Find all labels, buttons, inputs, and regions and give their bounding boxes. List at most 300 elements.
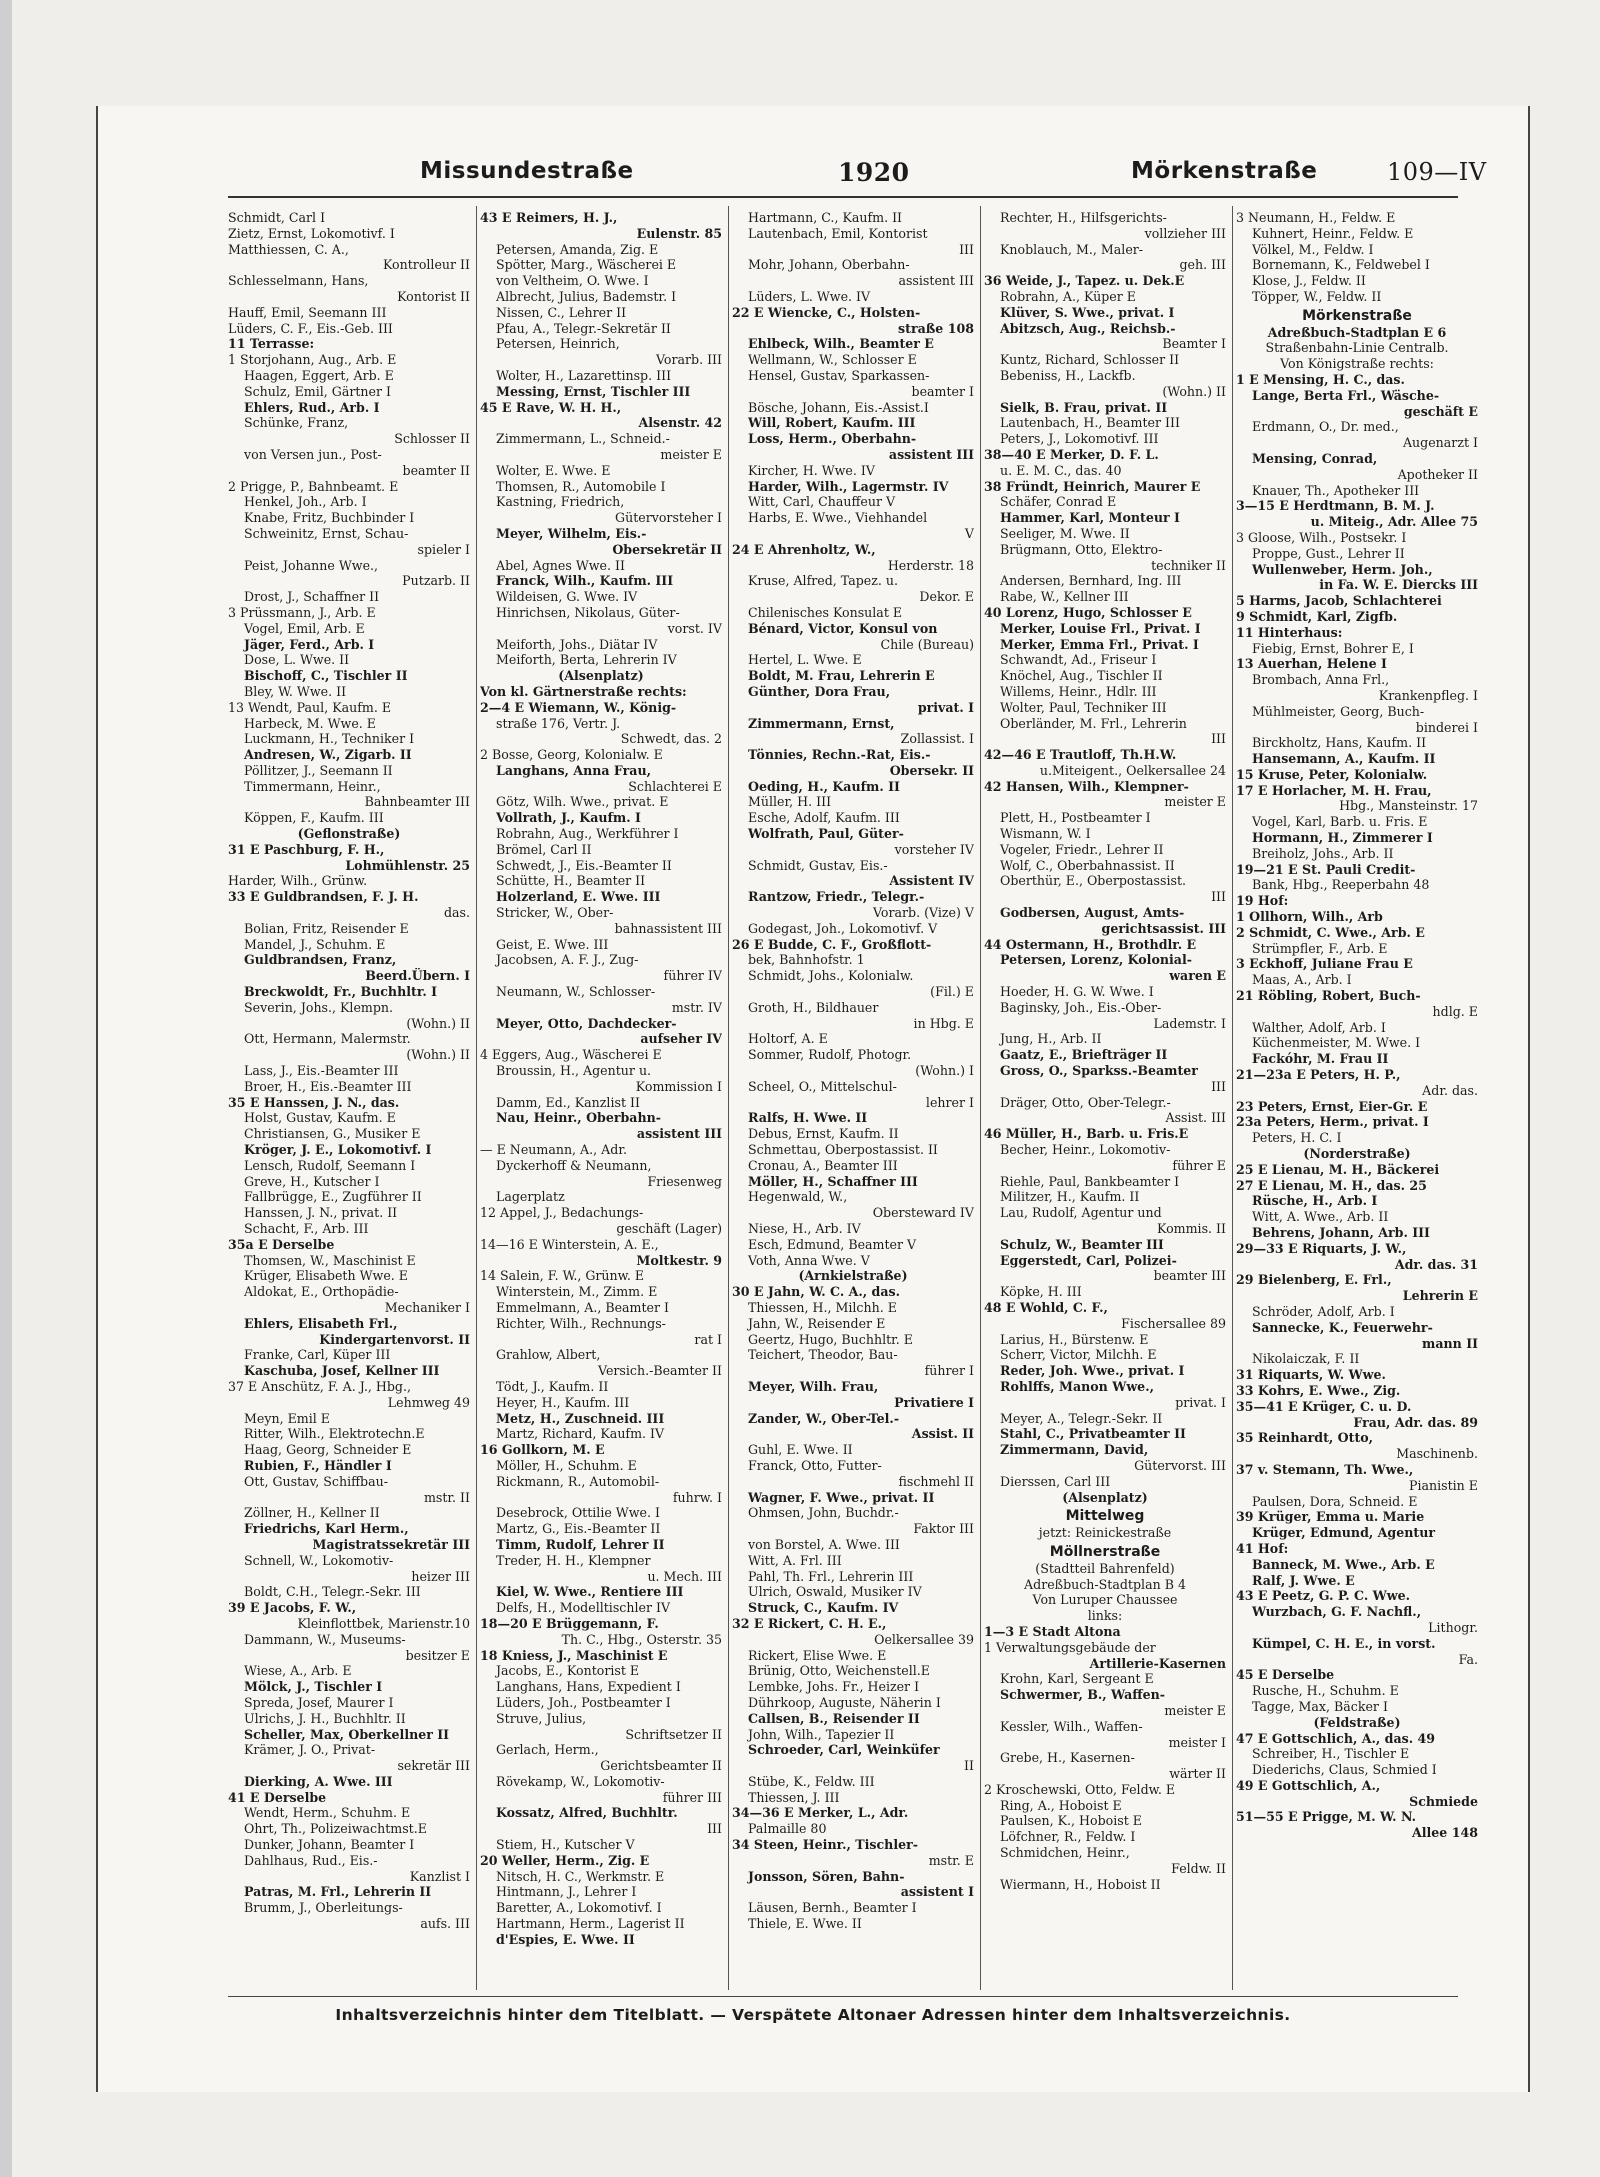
directory-entry: (Alsenplatz): [1062, 1489, 1148, 1505]
directory-entry: Mittelweg: [1065, 1509, 1145, 1525]
directory-entry: 3 Neumann, H., Feldw. E: [1236, 210, 1396, 225]
directory-entry: Martz, Richard, Kaufm. IV: [496, 1426, 665, 1442]
directory-entry: 14—16 E Winterstein, A. E.,: [480, 1236, 659, 1252]
column-divider: [1232, 206, 1233, 1990]
directory-entry: Knauer, Th., Apotheker III: [1252, 482, 1420, 498]
directory-entry: Kröger, J. E., Lokomotivf. I: [244, 1142, 432, 1158]
directory-entry: Lüders, Joh., Postbeamter I: [496, 1694, 671, 1710]
directory-entry: Franck, Wilh., Kaufm. III: [496, 573, 674, 589]
directory-entry: Metz, H., Zuschneid. III: [496, 1410, 665, 1426]
directory-entry: in Fa. W. E. Diercks III: [1319, 577, 1478, 593]
directory-entry: Faktor III: [913, 1521, 974, 1537]
directory-entry: 45 E Rave, W. H. H.,: [480, 399, 622, 415]
directory-entry: Peters, H. C. I: [1252, 1130, 1342, 1146]
directory-entry: Mörkenstraße: [1302, 308, 1412, 324]
directory-entry: 3—15 E Herdtmann, B. M. J.: [1236, 498, 1435, 514]
directory-entry: 22 E Wiencke, C., Holsten-: [732, 304, 921, 320]
directory-entry: 2 Schmidt, C. Wwe., Arb. E: [1236, 924, 1425, 940]
directory-entry: Versich.-Beamter II: [598, 1363, 722, 1379]
directory-entry: Köpke, H. III: [1000, 1284, 1082, 1300]
directory-entry: (Geflonstraße): [297, 826, 401, 842]
directory-entry: Dräger, Otto, Ober-Telegr.-: [1000, 1094, 1171, 1110]
directory-entry: Gaatz, E., Briefträger II: [1000, 1047, 1168, 1063]
directory-entry: (Alsenplatz): [558, 668, 644, 684]
directory-entry: Harder, Wilh., Grünw.: [228, 873, 368, 889]
directory-entry: John, Wilh., Tapezier II: [748, 1726, 895, 1742]
directory-entry: Th. C., Hbg., Osterstr. 35: [561, 1631, 722, 1647]
directory-entry: Fallbrügge, E., Zugführer II: [244, 1189, 422, 1205]
directory-entry: Sommer, Rudolf, Photogr.: [748, 1047, 912, 1063]
header-rule: [228, 196, 1458, 198]
directory-entry: 29—33 E Riquarts, J. W.,: [1236, 1240, 1407, 1256]
directory-entry: Pfau, A., Telegr.-Sekretär II: [496, 320, 671, 336]
directory-entry: 3 Eckhoff, Juliane Frau E: [1236, 956, 1413, 972]
directory-entry: 1—3 E Stadt Altona: [984, 1623, 1121, 1639]
directory-entry: Meyer, Wilhelm, Eis.-: [496, 525, 647, 541]
directory-entry: Franck, Otto, Futter-: [748, 1457, 882, 1473]
directory-entry: fuhrw. I: [672, 1489, 722, 1505]
directory-entry: Adreßbuch-Stadtplan B 4: [1024, 1576, 1186, 1592]
directory-entry: Dekor. E: [919, 589, 974, 605]
directory-entry: Günther, Dora Frau,: [748, 683, 891, 699]
directory-entry: 2 Prigge, P., Bahnbeamt. E: [228, 478, 399, 494]
directory-entry: Kümpel, C. H. E., in vorst.: [1252, 1635, 1436, 1651]
directory-entry: Rickert, Elise Wwe. E: [748, 1647, 887, 1663]
directory-entry: gerichtsassist. III: [1101, 920, 1226, 936]
directory-entry: 46 Müller, H., Barb. u. Fris.E: [984, 1126, 1189, 1142]
directory-entry: Will, Robert, Kaufm. III: [748, 415, 916, 431]
running-header: [98, 158, 1528, 198]
directory-entry: Schmettau, Oberpostassist. II: [748, 1142, 938, 1158]
directory-entry: Lehrerin E: [1402, 1288, 1478, 1304]
directory-entry: Wiermann, H., Hoboist II: [1000, 1876, 1161, 1892]
directory-entry: Friesenweg: [647, 1173, 722, 1189]
directory-entry: Jacobs, E., Kontorist E: [496, 1663, 640, 1679]
directory-entry: Teichert, Theodor, Bau-: [748, 1347, 898, 1363]
directory-entry: 43 E Reimers, H. J.,: [480, 210, 618, 225]
directory-entry: vorsteher IV: [894, 841, 974, 857]
directory-entry: Herderstr. 18: [887, 557, 974, 573]
directory-entry: Struck, C., Kaufm. IV: [748, 1600, 899, 1616]
directory-entry: Lüders, L. Wwe. IV: [748, 288, 871, 304]
directory-entry: techniker II: [1151, 557, 1226, 573]
directory-entry: Hauff, Emil, Seemann III: [228, 304, 387, 320]
directory-entry: geh. III: [1179, 257, 1226, 273]
directory-entry: 23a Peters, Herm., privat. I: [1236, 1114, 1429, 1130]
directory-entry: Augenarzt I: [1402, 435, 1478, 451]
directory-entry: Hintmann, J., Lehrer I: [496, 1884, 637, 1900]
directory-entry: u. Miteig., Adr. Allee 75: [1310, 514, 1478, 530]
directory-entry: rat I: [694, 1331, 722, 1347]
directory-entry: Gerichtsbeamter II: [600, 1758, 722, 1774]
directory-entry: 26 E Budde, C. F., Großflott-: [732, 936, 932, 952]
directory-entry: Lagerplatz: [496, 1189, 565, 1205]
directory-entry: Vorarb. III: [655, 352, 722, 368]
directory-entry: 9 Schmidt, Karl, Zigfb.: [1236, 608, 1398, 624]
directory-entry: Vogeler, Friedr., Lehrer II: [1000, 841, 1164, 857]
directory-entry: Messing, Ernst, Tischler III: [496, 383, 691, 399]
directory-entry: Krüger, Elisabeth Wwe. E: [244, 1268, 408, 1284]
directory-entry: 35—41 E Krüger, C. u. D.: [1236, 1398, 1412, 1414]
directory-entry: Esch, Edmund, Beamter V: [748, 1236, 917, 1252]
directory-entry: Zollassist. I: [900, 731, 974, 747]
directory-entry: Schmidt, Johs., Kolonialw.: [748, 968, 914, 984]
directory-entry: Timm, Rudolf, Lehrer II: [496, 1536, 665, 1552]
directory-entry: Kruse, Alfred, Tapez. u.: [748, 573, 898, 589]
directory-entry: 48 E Wohld, C. F.,: [984, 1299, 1108, 1315]
directory-entry: Schulz, Emil, Gärtner I: [244, 383, 391, 399]
directory-entry: Alsenstr. 42: [638, 415, 722, 431]
directory-entry: Schroeder, Carl, Weinküfer: [748, 1742, 940, 1758]
directory-entry: Nau, Heinr., Oberbahn-: [496, 1110, 662, 1126]
directory-page: [96, 106, 1530, 2092]
directory-entry: 1 Verwaltungsgebäude der: [984, 1639, 1156, 1655]
directory-entry: Paulsen, K., Hoboist E: [1000, 1813, 1142, 1829]
directory-entry: Callsen, B., Reisender II: [748, 1710, 920, 1726]
right-street-title: Mörkenstraße: [1131, 158, 1318, 184]
directory-entry: von Veltheim, O. Wwe. I: [496, 273, 649, 289]
directory-entry: Pianistin E: [1408, 1477, 1478, 1493]
directory-entry: assistent I: [900, 1884, 974, 1900]
directory-entry: Vorarb. (Vize) V: [872, 905, 974, 921]
directory-entry: Richter, Wilh., Rechnungs-: [496, 1315, 666, 1331]
directory-entry: assistent III: [888, 446, 974, 462]
directory-entry: Nissen, C., Lehrer II: [496, 304, 627, 320]
directory-entry: Harder, Wilh., Lagermstr. IV: [748, 478, 949, 494]
directory-entry: Obersteward IV: [872, 1205, 974, 1221]
directory-entry: Guldbrandsen, Franz,: [244, 952, 397, 968]
directory-entry: 43 E Peetz, G. P. C. Wwe.: [1236, 1588, 1410, 1604]
directory-entry: Esche, Adolf, Kaufm. III: [748, 810, 900, 826]
directory-entry: Mechaniker I: [384, 1299, 470, 1315]
directory-entry: Rabe, W., Kellner III: [1000, 589, 1129, 605]
directory-entry: führer E: [1172, 1157, 1226, 1173]
directory-entry: Kuhnert, Heinr., Feldw. E: [1252, 225, 1414, 241]
directory-entry: Wagner, F. Wwe., privat. II: [748, 1489, 935, 1505]
directory-entry: Harbeck, M. Wwe. E: [244, 715, 376, 731]
directory-entry: III: [1211, 1078, 1226, 1094]
directory-entry: Witt, A. Wwe., Arb. II: [1252, 1209, 1389, 1225]
directory-entry: Assistent IV: [889, 873, 974, 889]
directory-entry: assistent III: [898, 273, 974, 289]
directory-entry: Broer, H., Eis.-Beamter III: [244, 1078, 412, 1094]
directory-entry: Breiholz, Johs., Arb. II: [1252, 845, 1394, 861]
directory-entry: meister E: [1164, 1702, 1226, 1718]
directory-entry: Kleinflottbek, Marienstr.10: [297, 1615, 470, 1631]
directory-entry: Schmidt, Gustav, Eis.-: [748, 857, 888, 873]
directory-entry: Wolter, Paul, Techniker III: [1000, 699, 1167, 715]
directory-entry: Krankenpfleg. I: [1378, 687, 1478, 703]
directory-entry: Andresen, W., Zigarb. II: [244, 747, 412, 763]
directory-entry: Meyer, Wilh. Frau,: [748, 1378, 879, 1394]
directory-entry: Vogel, Emil, Arb. E: [244, 620, 365, 636]
directory-entry: Pahl, Th. Frl., Lehrerin III: [748, 1568, 914, 1584]
directory-entry: Putzarb. II: [402, 573, 470, 589]
directory-entry: Hormann, H., Zimmerer I: [1252, 830, 1433, 846]
directory-entry: u.Miteigent., Oelkersallee 24: [1039, 762, 1226, 778]
directory-entry: 25 E Lienau, M. H., Bäckerei: [1236, 1161, 1440, 1177]
directory-entry: Von kl. Gärtnerstraße rechts:: [480, 683, 687, 699]
directory-entry: 29 Bielenberg, E. Frl.,: [1236, 1272, 1392, 1288]
directory-entry: V: [964, 525, 974, 541]
directory-entry: (Norderstraße): [1303, 1146, 1411, 1162]
directory-entry: führer IV: [663, 968, 722, 984]
directory-entry: Eulenstr. 85: [636, 225, 722, 241]
directory-entry: Wullenweber, Herm. Joh.,: [1252, 561, 1433, 577]
directory-entry: Dahlhaus, Rud., Eis.-: [244, 1852, 378, 1868]
footer-rule: [228, 1996, 1458, 1997]
directory-entry: das.: [443, 905, 470, 921]
directory-entry: Bebeniss, H., Lackfb.: [1000, 367, 1136, 383]
directory-entry: bek, Bahnhofstr. 1: [748, 952, 865, 968]
directory-entry: Töpper, W., Feldw. II: [1252, 288, 1382, 304]
directory-entry: Robrahn, A., Küper E: [1000, 288, 1136, 304]
directory-entry: Von Luruper Chaussee: [1032, 1592, 1178, 1608]
directory-entry: straße 108: [898, 320, 974, 336]
directory-entry: 35 Reinhardt, Otto,: [1236, 1430, 1374, 1446]
directory-entry: Kiel, W. Wwe., Rentiere III: [496, 1584, 684, 1600]
directory-entry: Lau, Rudolf, Agentur und: [1000, 1205, 1162, 1221]
directory-entry: Bahnbeamter III: [364, 794, 470, 810]
directory-entry: Knoblauch, M., Maler-: [1000, 241, 1144, 257]
directory-entry: Ott, Hermann, Malermstr.: [244, 1031, 411, 1047]
directory-entry: Schreiber, H., Tischler E: [1252, 1746, 1410, 1762]
directory-entry: Obersekretär II: [612, 541, 722, 557]
directory-entry: sekretär III: [397, 1758, 470, 1774]
directory-entry: Assist. II: [911, 1426, 974, 1442]
directory-entry: Kommission I: [635, 1078, 722, 1094]
directory-entry: Hoeder, H. G. W. Wwe. I: [1000, 984, 1154, 1000]
directory-entry: u. Mech. III: [647, 1568, 722, 1584]
directory-entry: II: [964, 1758, 974, 1774]
directory-entry: Banneck, M. Wwe., Arb. E: [1252, 1556, 1435, 1572]
directory-entry: Stiem, H., Kutscher V: [496, 1837, 635, 1853]
directory-entry: Dierssen, Carl III: [1000, 1473, 1111, 1489]
directory-entry: Schmiede: [1409, 1793, 1478, 1809]
directory-entry: Walther, Adolf, Arb. I: [1252, 1019, 1386, 1035]
directory-entry: Nikolaiczak, F. II: [1252, 1351, 1360, 1367]
directory-entry: Schwedt, J., Eis.-Beamter II: [496, 857, 672, 873]
directory-entry: 40 Lorenz, Hugo, Schlosser E: [984, 604, 1192, 620]
directory-entry: Jacobsen, A. F. J., Zug-: [496, 952, 639, 968]
directory-entry: 18—20 E Brüggemann, F.: [480, 1615, 659, 1631]
scan-edge: [0, 0, 12, 2177]
directory-entry: 4 Eggers, Aug., Wäscherei E: [480, 1047, 662, 1063]
directory-entry: Brombach, Anna Frl.,: [1252, 672, 1390, 688]
directory-entry: Brünig, Otto, Weichenstell.E: [748, 1663, 930, 1679]
directory-entry: Spreda, Josef, Maurer I: [244, 1694, 394, 1710]
directory-entry: Voth, Anna Wwe. V: [748, 1252, 870, 1268]
directory-entry: Meyn, Emil E: [244, 1410, 330, 1426]
directory-entry: Beerd.Übern. I: [365, 968, 470, 984]
directory-entry: Mohr, Johann, Oberbahn-: [748, 257, 910, 273]
directory-entry: 36 Weide, J., Tapez. u. Dek.E: [984, 273, 1185, 289]
directory-entry: meister E: [1164, 794, 1226, 810]
directory-entry: Wolf, C., Oberbahnassist. II: [1000, 857, 1175, 873]
directory-entry: 1 E Mensing, H. C., das.: [1236, 371, 1405, 387]
directory-entry: Magistratssekretär III: [312, 1536, 470, 1552]
directory-entry: Rubien, F., Händler I: [244, 1457, 392, 1473]
directory-entry: 5 Harms, Jacob, Schlachterei: [1236, 593, 1442, 609]
directory-entry: Ehlbeck, Wilh., Beamter E: [748, 336, 934, 352]
directory-entry: meister I: [1168, 1734, 1226, 1750]
directory-entry: 3 Gloose, Wilh., Postsekr. I: [1236, 529, 1407, 545]
directory-entry: Ring, A., Hoboist E: [1000, 1797, 1122, 1813]
directory-entry: spieler I: [417, 541, 470, 557]
directory-entry: 37 v. Stemann, Th. Wwe.,: [1236, 1461, 1414, 1477]
directory-entry: Wolter, H., Lazarettinsp. III: [496, 367, 672, 383]
directory-entry: Abel, Agnes Wwe. II: [496, 557, 625, 573]
directory-entry: 45 E Derselbe: [1236, 1667, 1335, 1683]
directory-entry: Wismann, W. I: [1000, 826, 1091, 842]
directory-entry: Haagen, Eggert, Arb. E: [244, 367, 394, 383]
directory-entry: Schäfer, Conrad E: [1000, 494, 1117, 510]
directory-entry: Erdmann, O., Dr. med.,: [1252, 419, 1399, 435]
directory-entry: Boldt, M. Frau, Lehrerin E: [748, 668, 935, 684]
directory-entry: (Feldstraße): [1313, 1714, 1401, 1730]
directory-entry: Jung, H., Arb. II: [1000, 1031, 1102, 1047]
directory-entry: 44 Ostermann, H., Brothdlr. E: [984, 936, 1197, 952]
directory-entry: Kessler, Wilh., Waffen-: [1000, 1718, 1143, 1734]
directory-entry: 27 E Lienau, M. H., das. 25: [1236, 1177, 1427, 1193]
directory-entry: Larius, H., Bürstenw. E: [1000, 1331, 1149, 1347]
directory-entry: Becher, Heinr., Lokomotiv-: [1000, 1142, 1171, 1158]
directory-entry: Jäger, Ferd., Arb. I: [244, 636, 375, 652]
directory-entry: 35a E Derselbe: [228, 1236, 335, 1252]
directory-entry: 11 Terrasse:: [228, 336, 315, 352]
directory-entry: Aldokat, E., Orthopädie-: [244, 1284, 399, 1300]
directory-entry: Matthiessen, C. A.,: [228, 241, 349, 257]
directory-entry: III: [1211, 731, 1226, 747]
directory-entry: Chilenisches Konsulat E: [748, 604, 903, 620]
directory-entry: — E Neumann, A., Adr.: [480, 1142, 627, 1158]
directory-entry: 41 Hof:: [1236, 1540, 1289, 1556]
directory-entry: (Wohn.) II: [406, 1047, 470, 1063]
directory-entry: Jahn, W., Reisender E: [748, 1315, 886, 1331]
directory-entry: 1 Ollhorn, Wilh., Arb: [1236, 909, 1383, 925]
directory-entry: fischmehl II: [898, 1473, 974, 1489]
directory-entry: Wendt, Herm., Schuhm. E: [244, 1805, 411, 1821]
directory-entry: Kindergartenvorst. II: [319, 1331, 470, 1347]
directory-entry: Militzer, H., Kaufm. II: [1000, 1189, 1140, 1205]
directory-entry: Broussin, H., Agentur u.: [496, 1063, 652, 1079]
directory-entry: bahnassistent III: [614, 920, 722, 936]
directory-entry: Obersekr. II: [889, 762, 974, 778]
directory-entry: Lautenbach, Emil, Kontorist: [748, 225, 928, 241]
directory-entry: Privatiere I: [894, 1394, 974, 1410]
directory-entry: Witt, Carl, Chauffeur V: [748, 494, 896, 510]
directory-entry: Schünke, Franz,: [244, 415, 349, 431]
directory-entry: Zöllner, H., Kellner II: [244, 1505, 380, 1521]
directory-entry: Guhl, E. Wwe. II: [748, 1442, 853, 1458]
directory-entry: Godegast, Joh., Lokomotivf. V: [748, 920, 938, 936]
directory-entry: Vogel, Karl, Barb. u. Fris. E: [1252, 814, 1428, 830]
directory-entry: Schacht, F., Arb. III: [244, 1221, 369, 1236]
directory-entry: Meiforth, Johs., Diätar IV: [496, 636, 658, 652]
directory-entry: 51—55 E Prigge, M. W. N.: [1236, 1809, 1417, 1825]
directory-entry: Stahl, C., Privatbeamter II: [1000, 1426, 1186, 1442]
directory-entry: Langhans, Anna Frau,: [496, 762, 651, 778]
directory-entry: Rövekamp, W., Lokomotiv-: [496, 1773, 665, 1789]
directory-entry: Dunker, Johann, Beamter I: [244, 1837, 415, 1853]
directory-entry: 42 Hansen, Wilh., Klempner-: [984, 778, 1189, 794]
directory-entry: 19 Hof:: [1236, 893, 1289, 909]
column-divider: [980, 206, 981, 1990]
directory-entry: 11 Hinterhaus:: [1236, 624, 1343, 640]
directory-entry: Meiforth, Berta, Lehrerin IV: [496, 652, 677, 668]
directory-entry: Thomsen, R., Automobile I: [496, 478, 666, 494]
directory-entry: 2 Kroschewski, Otto, Feldw. E: [984, 1781, 1176, 1797]
directory-entry: Kastning, Friedrich,: [496, 494, 625, 510]
directory-entry: Lange, Berta Frl., Wäsche-: [1252, 387, 1440, 403]
directory-entry: Behrens, Johann, Arb. III: [1252, 1225, 1430, 1240]
directory-entry: geschäft E: [1403, 403, 1478, 419]
directory-entry: Allee 148: [1411, 1825, 1478, 1841]
directory-entry: Damm, Ed., Kanzlist II: [496, 1094, 640, 1110]
directory-entry: Struve, Julius,: [496, 1710, 587, 1726]
column-5: [1236, 210, 1478, 1841]
directory-entry: Feldw. II: [1171, 1860, 1226, 1876]
directory-entry: Läusen, Bernh., Beamter I: [748, 1900, 917, 1916]
directory-entry: 24 E Ahrenholtz, W.,: [732, 541, 876, 557]
directory-entry: 34 Steen, Heinr., Tischler-: [732, 1837, 918, 1853]
directory-entry: 21 Röbling, Robert, Buch-: [1236, 988, 1421, 1004]
directory-entry: Geertz, Hugo, Buchhltr. E: [748, 1331, 913, 1347]
directory-entry: Bösche, Johann, Eis.-Assist.I: [748, 399, 929, 415]
column-2: [480, 210, 722, 1948]
directory-entry: 38—40 E Merker, D. F. L.: [984, 446, 1159, 462]
directory-entry: Knabe, Fritz, Buchbinder I: [244, 510, 415, 526]
directory-entry: Merker, Louise Frl., Privat. I: [1000, 620, 1201, 636]
directory-entry: 23 Peters, Ernst, Eier-Gr. E: [1236, 1098, 1428, 1114]
directory-entry: Schwermer, B., Waffen-: [1000, 1687, 1165, 1703]
directory-entry: meister E: [660, 446, 722, 462]
directory-entry: Diederichs, Claus, Schmied I: [1252, 1762, 1437, 1778]
directory-entry: Patras, M. Frl., Lehrerin II: [244, 1884, 432, 1900]
directory-entry: Ehlers, Rud., Arb. I: [244, 399, 380, 415]
directory-entry: Scheller, Max, Oberkellner II: [244, 1726, 450, 1742]
directory-entry: Lehmweg 49: [387, 1394, 470, 1410]
directory-entry: Riehle, Paul, Bankbeamter I: [1000, 1173, 1180, 1189]
directory-entry: Krohn, Karl, Sergeant E: [1000, 1671, 1154, 1687]
directory-entry: 47 E Gottschlich, A., das. 49: [1236, 1730, 1436, 1746]
directory-entry: Brömel, Carl II: [496, 841, 592, 857]
directory-entry: Möller, H., Schaffner III: [748, 1173, 918, 1189]
directory-entry: vorst. IV: [667, 620, 722, 636]
directory-entry: lehrer I: [925, 1094, 974, 1110]
directory-entry: 14 Salein, F. W., Grünw. E: [480, 1268, 645, 1284]
directory-entry: Seeliger, M. Wwe. II: [1000, 525, 1130, 541]
directory-entry: Dyckerhoff & Neumann,: [496, 1157, 652, 1173]
directory-entry: Spötter, Marg., Wäscherei E: [496, 257, 677, 273]
directory-entry: 2—4 E Wiemann, W., König-: [480, 699, 677, 715]
directory-entry: Rüsche, H., Arb. I: [1252, 1193, 1378, 1209]
directory-entry: Apotheker II: [1397, 466, 1478, 482]
directory-entry: Maas, A., Arb. I: [1252, 972, 1352, 988]
directory-entry: Adr. das.: [1422, 1082, 1478, 1098]
directory-entry: jetzt: Reinickestraße: [1038, 1525, 1172, 1541]
directory-entry: heizer III: [411, 1568, 470, 1584]
directory-entry: Andersen, Bernhard, Ing. III: [1000, 573, 1182, 589]
directory-entry: Zimmermann, David,: [1000, 1442, 1149, 1458]
directory-entry: Schriftsetzer II: [625, 1726, 722, 1742]
directory-entry: Oberländer, M. Frl., Lehrerin: [1000, 715, 1187, 731]
directory-entry: Ulrichs, J. H., Buchhltr. II: [244, 1710, 406, 1726]
directory-entry: Emmelmann, A., Beamter I: [496, 1299, 670, 1315]
directory-entry: privat. I: [917, 699, 974, 715]
directory-entry: Severin, Johs., Klempn.: [244, 999, 394, 1015]
directory-entry: Lohmühlenstr. 25: [345, 857, 470, 873]
